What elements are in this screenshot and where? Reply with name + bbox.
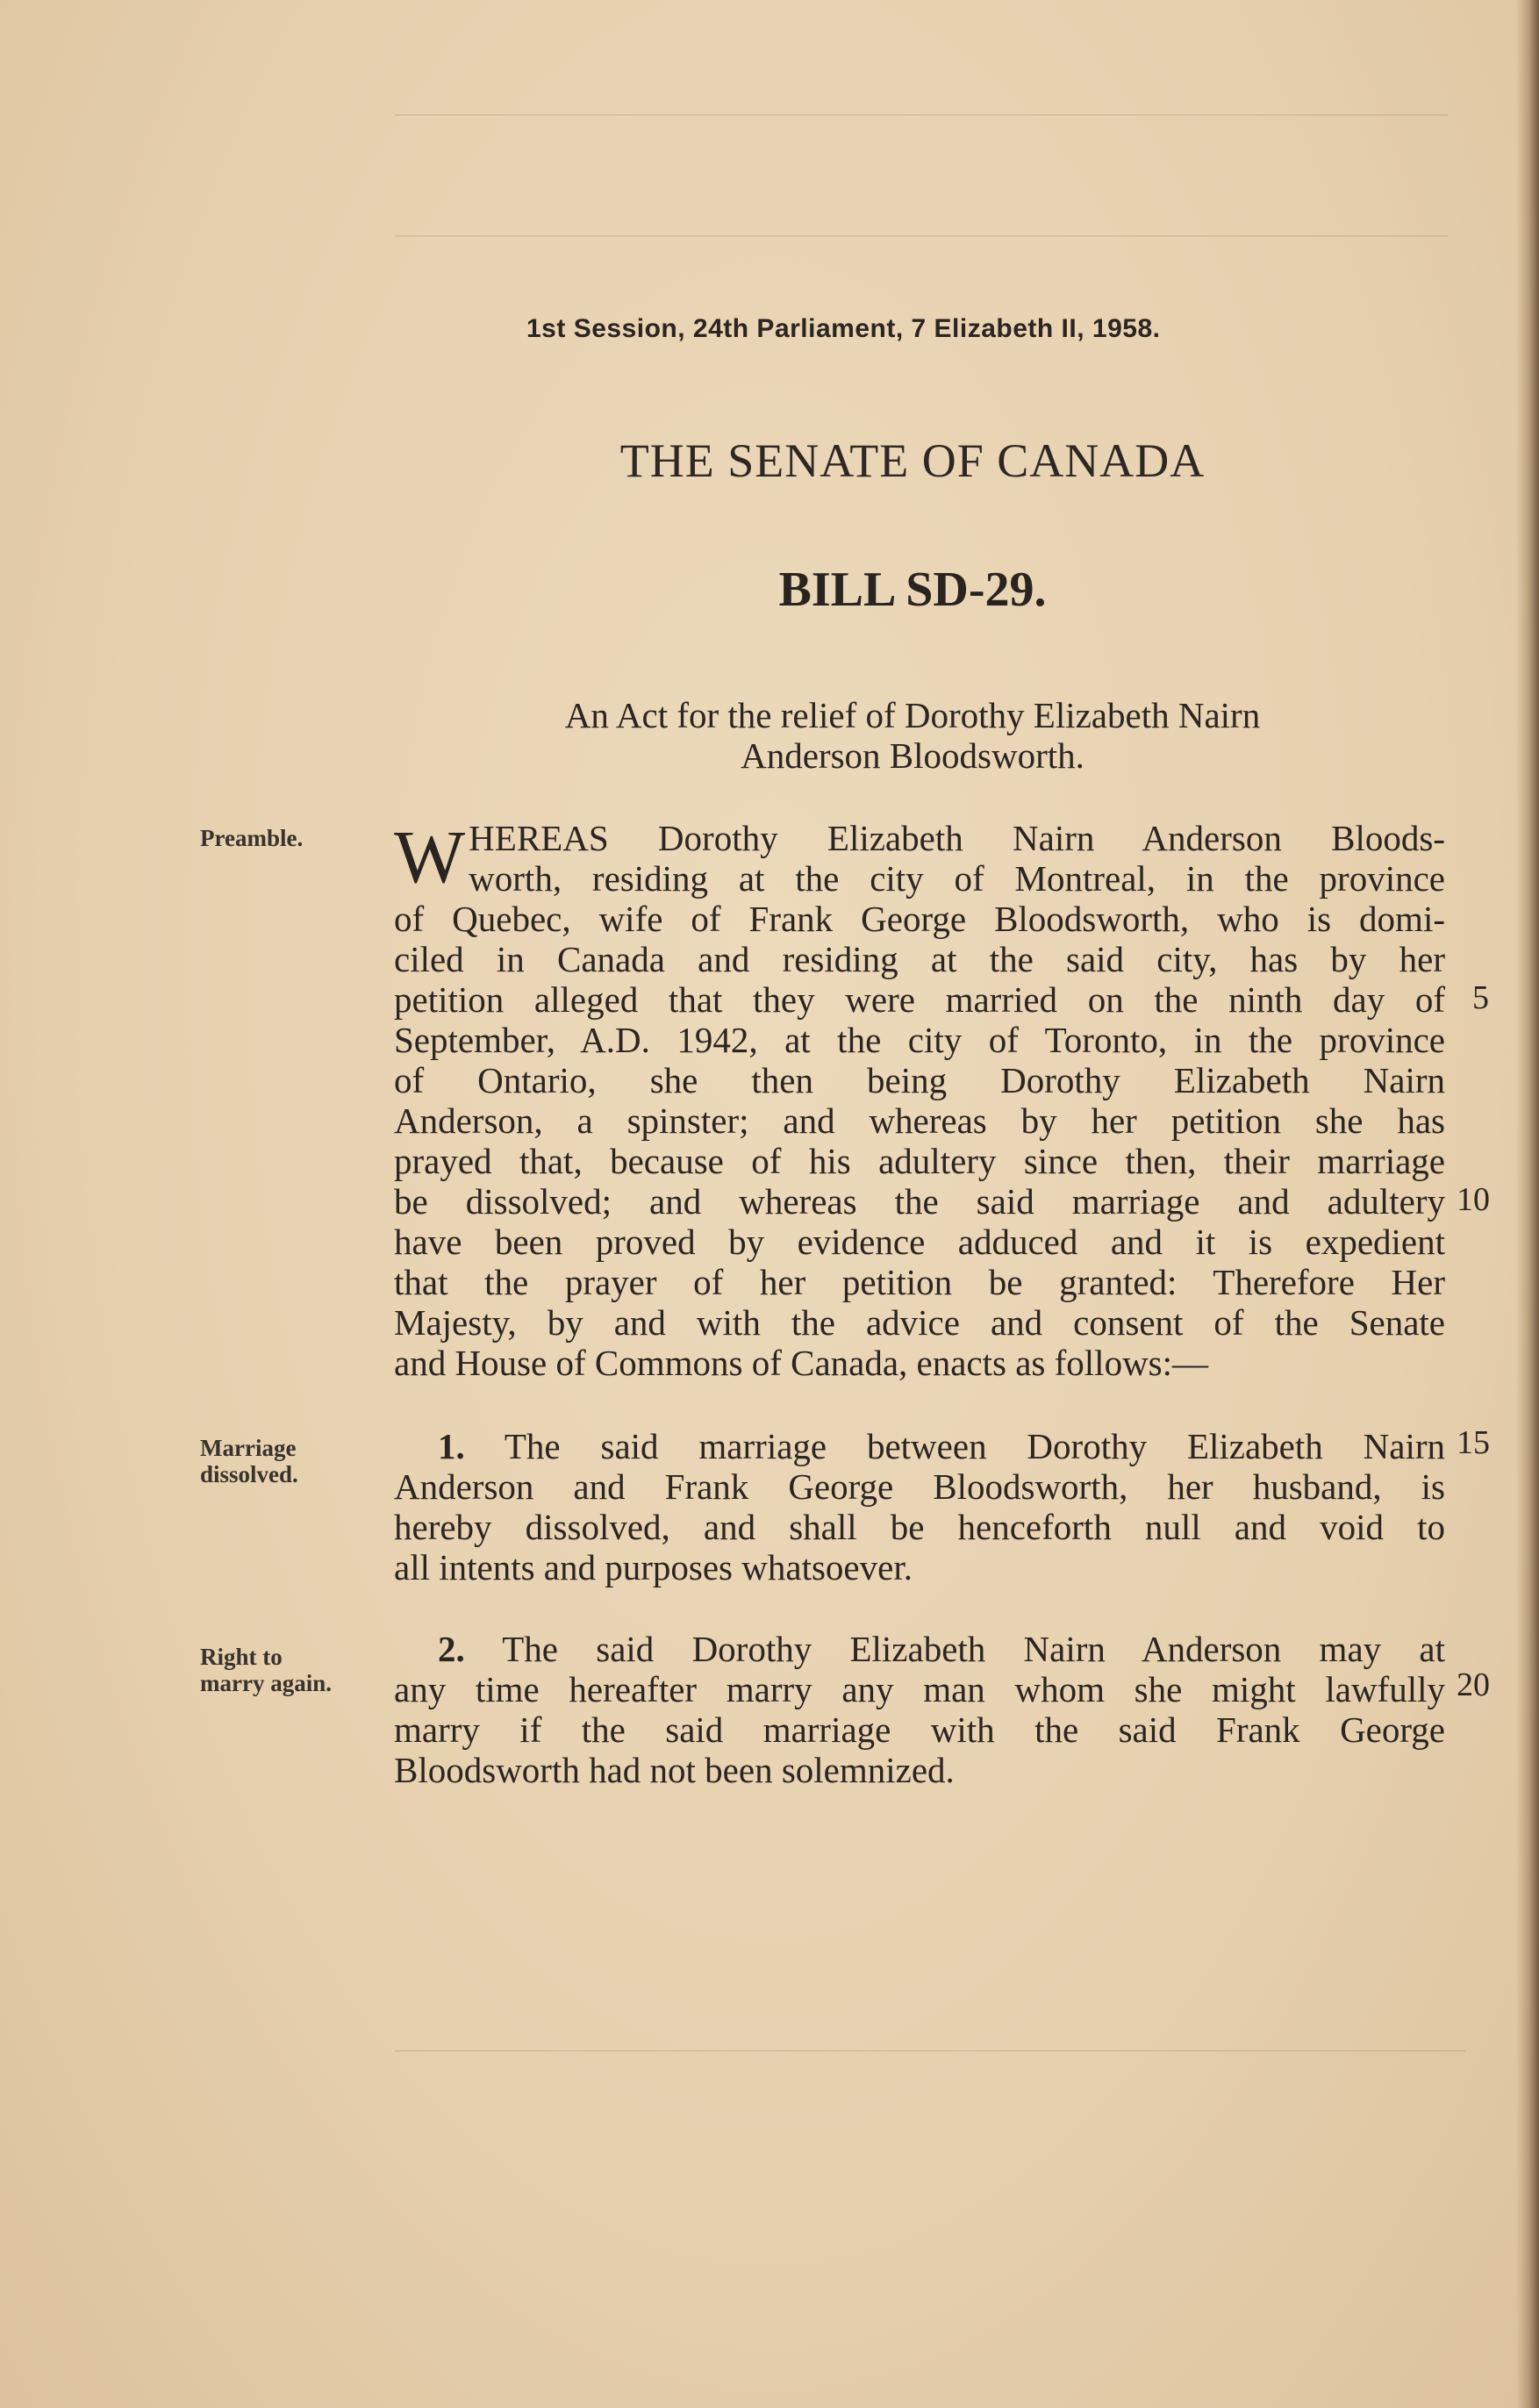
section-text: The said Dorothy Elizabeth Nairn Anderson may at (502, 1629, 1445, 1669)
bill-number: BILL SD-29. (778, 563, 1047, 617)
text-line: any time hereafter marry any man whom she might lawfully (394, 1669, 1445, 1709)
text-line: and House of Commons of Canada, enacts as follows:— (394, 1343, 1209, 1383)
text-line: September, A.D. 1942, at the city of Toronto, in the province (394, 1020, 1445, 1060)
line-number: 20 (1457, 1666, 1490, 1703)
preamble-paragraph (394, 814, 1445, 1383)
dropcap: W (394, 814, 466, 899)
page-edge-shadow (1516, 0, 1539, 2408)
margin-note-right-to-marry: Right to marry again. (200, 1644, 332, 1696)
text-line: Majesty, by and with the advice and consent of the Senate (394, 1302, 1445, 1343)
section-text: The said marriage between Dorothy Elizabeth Nairn (504, 1426, 1445, 1466)
session-line: 1st Session, 24th Parliament, 7 Elizabeth II, 1958. (526, 314, 1161, 343)
text-line: petition alleged that they were married on the ninth day of (394, 979, 1445, 1020)
section-number: 2. (438, 1629, 465, 1669)
line-number: 5 (1472, 979, 1489, 1016)
act-title (395, 695, 1430, 776)
text-line: marry if the said marriage with the said Frank George (394, 1709, 1445, 1750)
text-line (394, 1426, 1445, 1466)
faint-rule (395, 235, 1448, 237)
section-number: 1. (438, 1426, 465, 1466)
text-line: hereby dissolved, and shall be henceforth null and void to (394, 1507, 1445, 1547)
line-number: 10 (1457, 1181, 1490, 1218)
section-1 (394, 1426, 1445, 1587)
text-line: of Ontario, she then being Dorothy Elizabeth Nairn (394, 1060, 1445, 1100)
act-title-line: Anderson Bloodsworth. (741, 735, 1084, 776)
senate-heading: THE SENATE OF CANADA (619, 434, 1206, 487)
margin-note-marriage-dissolved: Marriage dissolved. (200, 1435, 298, 1487)
text-line: prayed that, because of his adultery since then, their marriage (394, 1141, 1445, 1181)
text-line: HEREAS Dorothy Elizabeth Nairn Anderson Bloods- (469, 818, 1445, 858)
text-line: Anderson, a spinster; and whereas by her petition she has (394, 1100, 1445, 1141)
text-line: Bloodsworth had not been solemnized. (394, 1750, 955, 1790)
section-2 (394, 1629, 1445, 1790)
act-title-line: An Act for the relief of Dorothy Elizabeth Nairn (564, 695, 1261, 735)
line-number: 15 (1457, 1424, 1490, 1461)
text-line (394, 1629, 1445, 1669)
margin-note-preamble: Preamble. (200, 825, 304, 851)
text-line: have been proved by evidence adduced and it is expedient (394, 1222, 1445, 1262)
text-line: ciled in Canada and residing at the said city, has by her (394, 939, 1445, 979)
text-line: be dissolved; and whereas the said marriage and adultery (394, 1181, 1445, 1222)
faint-rule (395, 2050, 1465, 2052)
text-line: Anderson and Frank George Bloodsworth, her husband, is (394, 1466, 1445, 1507)
text-line: worth, residing at the city of Montreal, in the province (469, 858, 1445, 899)
text-line: that the prayer of her petition be granted: Therefore Her (394, 1262, 1445, 1302)
text-line: of Quebec, wife of Frank George Bloodsworth, who is domi- (394, 899, 1445, 939)
text-line: all intents and purposes whatsoever. (394, 1547, 913, 1587)
faint-rule (395, 114, 1448, 116)
